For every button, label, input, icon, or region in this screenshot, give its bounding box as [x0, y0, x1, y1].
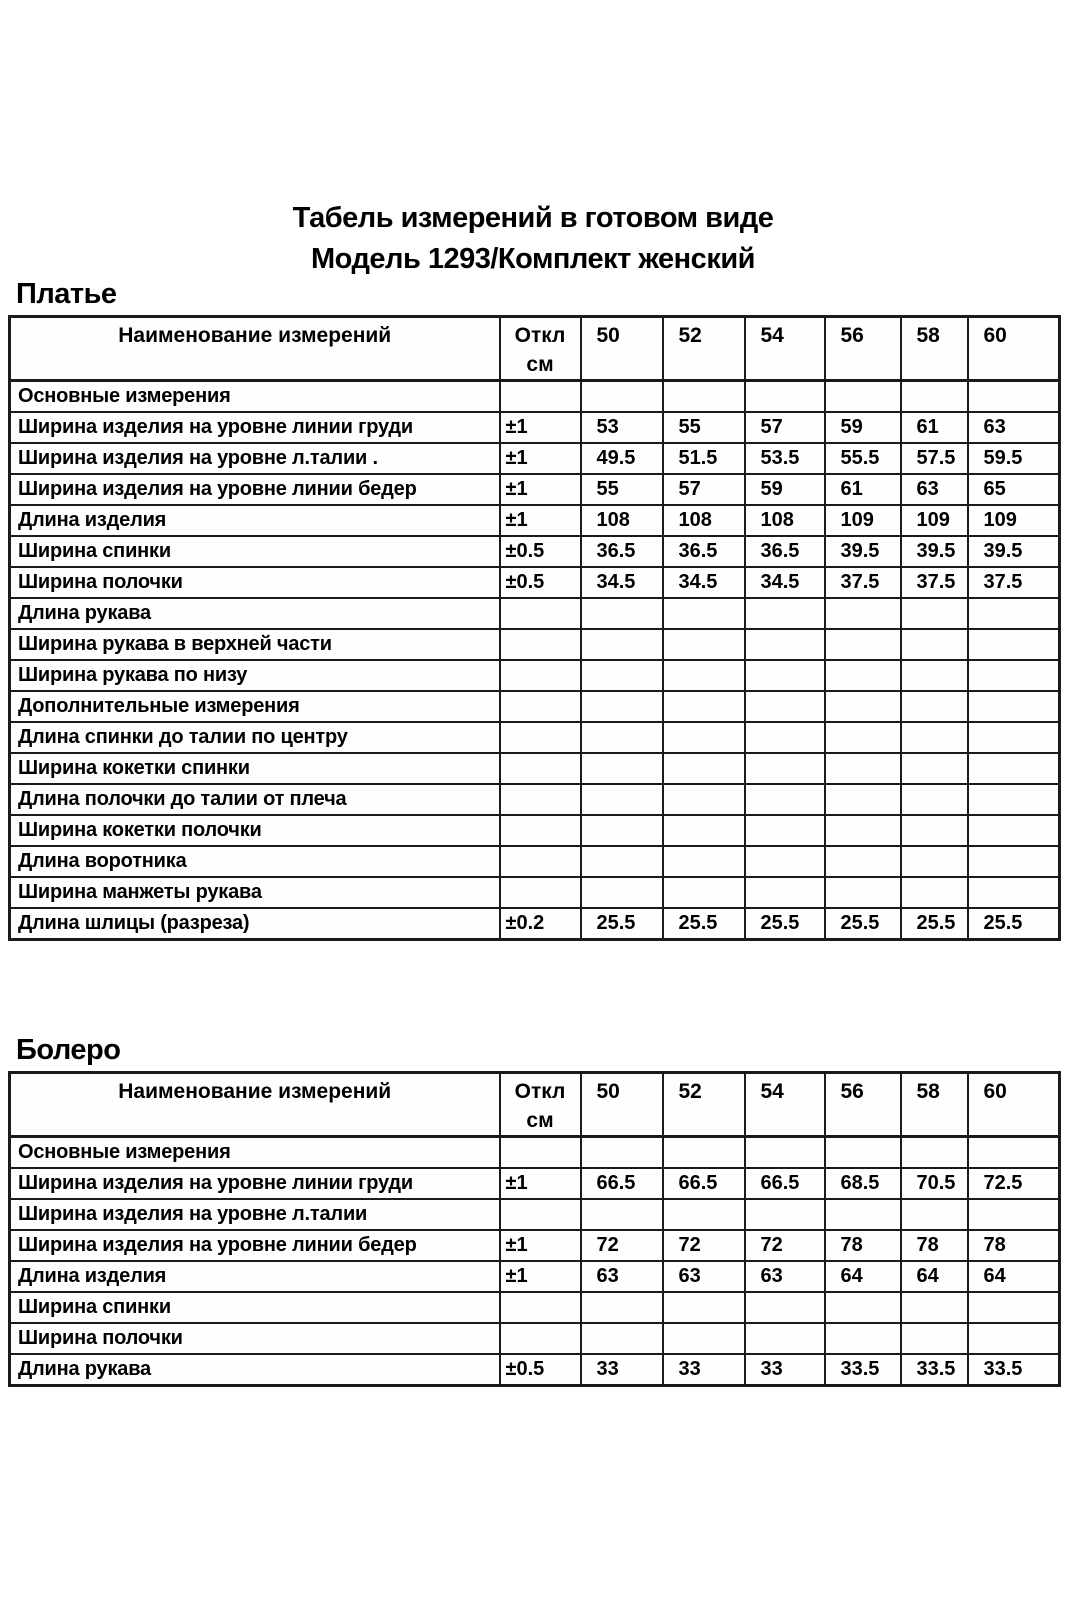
- value-cell: [581, 815, 663, 846]
- table-row: [10, 412, 1060, 443]
- table-row: [10, 1137, 1060, 1169]
- value-cell: [581, 1292, 663, 1323]
- tolerance-cell: ±1: [500, 505, 581, 536]
- table-row: [10, 846, 1060, 877]
- value-cell: [745, 660, 825, 691]
- value-cell: [968, 1292, 1060, 1323]
- value-cell: 63: [745, 1261, 825, 1292]
- tolerance-cell: [500, 784, 581, 815]
- value-cell: 57: [745, 412, 825, 443]
- tolerance-cell: ±1: [500, 474, 581, 505]
- row-name-cell: Ширина кокетки спинки: [10, 753, 500, 784]
- value-cell: 108: [663, 505, 745, 536]
- value-cell: 66.5: [745, 1168, 825, 1199]
- tolerance-cell: [500, 629, 581, 660]
- tolerance-cell: [500, 1137, 581, 1169]
- table-header-row: [10, 1073, 1060, 1137]
- value-cell: [663, 1199, 745, 1230]
- value-cell: [581, 1323, 663, 1354]
- value-cell: 70.5: [901, 1168, 968, 1199]
- measurement-table: [8, 1071, 1061, 1387]
- table-header-row: [10, 317, 1060, 381]
- value-cell: [901, 815, 968, 846]
- tolerance-header-line2: см: [526, 1109, 554, 1132]
- value-cell: [581, 753, 663, 784]
- size-header-cell: 52: [663, 317, 745, 381]
- value-cell: [901, 784, 968, 815]
- value-cell: 55: [663, 412, 745, 443]
- value-cell: 63: [581, 1261, 663, 1292]
- row-name-cell: Ширина изделия на уровне л.талии .: [10, 443, 500, 474]
- value-cell: 59.5: [968, 443, 1060, 474]
- value-cell: 55.5: [825, 443, 901, 474]
- value-cell: [825, 598, 901, 629]
- value-cell: 108: [581, 505, 663, 536]
- row-name-cell: Длина рукава: [10, 598, 500, 629]
- row-name-cell: Длина изделия: [10, 505, 500, 536]
- value-cell: [968, 381, 1060, 413]
- tolerance-cell: [500, 1292, 581, 1323]
- value-cell: 109: [825, 505, 901, 536]
- tolerance-cell: [500, 877, 581, 908]
- value-cell: 51.5: [663, 443, 745, 474]
- value-cell: [825, 660, 901, 691]
- row-name-cell: Ширина кокетки полочки: [10, 815, 500, 846]
- document-title-line1: Табель измерений в готовом виде: [292, 202, 774, 234]
- row-name-cell: Ширина манжеты рукава: [10, 877, 500, 908]
- table-row: [10, 381, 1060, 413]
- row-name-cell: Ширина полочки: [10, 567, 500, 598]
- table-row: [10, 722, 1060, 753]
- value-cell: [825, 1137, 901, 1169]
- table-row: [10, 1230, 1060, 1261]
- value-cell: [968, 846, 1060, 877]
- tolerance-cell: ±1: [500, 443, 581, 474]
- value-cell: [825, 381, 901, 413]
- value-cell: [968, 660, 1060, 691]
- tolerance-cell: ±1: [500, 1261, 581, 1292]
- value-cell: [745, 753, 825, 784]
- size-header-cell: 58: [901, 317, 968, 381]
- tolerance-cell: [500, 381, 581, 413]
- row-name-cell: Длина воротника: [10, 846, 500, 877]
- table-row: [10, 567, 1060, 598]
- tolerance-cell: ±0.5: [500, 567, 581, 598]
- value-cell: 78: [825, 1230, 901, 1261]
- row-name-cell: Дополнительные измерения: [10, 691, 500, 722]
- row-name-cell: Ширина изделия на уровне линии груди: [10, 412, 500, 443]
- row-name-cell: Длина шлицы (разреза): [10, 908, 500, 940]
- value-cell: [901, 691, 968, 722]
- value-cell: [901, 877, 968, 908]
- value-cell: [901, 660, 968, 691]
- value-cell: 33.5: [901, 1354, 968, 1386]
- tolerance-cell: ±1: [500, 1168, 581, 1199]
- value-cell: 59: [825, 412, 901, 443]
- row-name-cell: Длина рукава: [10, 1354, 500, 1386]
- value-cell: 37.5: [968, 567, 1060, 598]
- document-title-line2: Модель 1293/Комплект женский: [311, 243, 755, 275]
- value-cell: 61: [825, 474, 901, 505]
- value-cell: 109: [968, 505, 1060, 536]
- size-header-cell: 50: [581, 317, 663, 381]
- value-cell: [581, 660, 663, 691]
- size-header-cell: 58: [901, 1073, 968, 1137]
- value-cell: 64: [968, 1261, 1060, 1292]
- value-cell: 72: [581, 1230, 663, 1261]
- tolerance-header-line1: Откл: [514, 1080, 566, 1103]
- section-title: Болеро: [16, 1034, 121, 1066]
- row-name-cell: Основные измерения: [10, 381, 500, 413]
- row-name-cell: Длина изделия: [10, 1261, 500, 1292]
- value-cell: 33.5: [825, 1354, 901, 1386]
- value-cell: [968, 629, 1060, 660]
- value-cell: [968, 691, 1060, 722]
- value-cell: 55: [581, 474, 663, 505]
- table-row: [10, 1292, 1060, 1323]
- value-cell: [581, 381, 663, 413]
- value-cell: 53: [581, 412, 663, 443]
- section-title: Платье: [16, 278, 117, 310]
- tolerance-header-line1: Откл: [514, 324, 566, 347]
- value-cell: 68.5: [825, 1168, 901, 1199]
- value-cell: [581, 877, 663, 908]
- value-cell: [745, 815, 825, 846]
- value-cell: [581, 722, 663, 753]
- value-cell: [663, 660, 745, 691]
- size-header-cell: 54: [745, 1073, 825, 1137]
- value-cell: 63: [663, 1261, 745, 1292]
- value-cell: [745, 877, 825, 908]
- value-cell: 36.5: [663, 536, 745, 567]
- value-cell: [968, 1199, 1060, 1230]
- table-row: [10, 1354, 1060, 1386]
- size-header-cell: 60: [968, 1073, 1060, 1137]
- value-cell: [901, 846, 968, 877]
- value-cell: 49.5: [581, 443, 663, 474]
- row-name-cell: Длина спинки до талии по центру: [10, 722, 500, 753]
- table-row: [10, 815, 1060, 846]
- value-cell: [901, 753, 968, 784]
- value-cell: [745, 784, 825, 815]
- table-row: [10, 877, 1060, 908]
- table-row: [10, 753, 1060, 784]
- value-cell: 64: [901, 1261, 968, 1292]
- value-cell: 72: [745, 1230, 825, 1261]
- value-cell: [745, 691, 825, 722]
- value-cell: 37.5: [825, 567, 901, 598]
- tolerance-cell: ±1: [500, 412, 581, 443]
- tolerance-cell: ±0.5: [500, 536, 581, 567]
- value-cell: 25.5: [663, 908, 745, 940]
- tolerance-cell: [500, 815, 581, 846]
- value-cell: [745, 629, 825, 660]
- value-cell: 72.5: [968, 1168, 1060, 1199]
- row-name-cell: Ширина спинки: [10, 536, 500, 567]
- value-cell: [745, 381, 825, 413]
- table-row: [10, 660, 1060, 691]
- value-cell: [901, 598, 968, 629]
- tolerance-cell: [500, 753, 581, 784]
- value-cell: 25.5: [901, 908, 968, 940]
- size-header-cell: 52: [663, 1073, 745, 1137]
- value-cell: 66.5: [581, 1168, 663, 1199]
- measurement-table: [8, 315, 1061, 941]
- value-cell: 59: [745, 474, 825, 505]
- value-cell: [745, 598, 825, 629]
- tolerance-header-cell: [500, 1073, 581, 1137]
- value-cell: [581, 629, 663, 660]
- size-header-cell: 50: [581, 1073, 663, 1137]
- tolerance-cell: ±0.2: [500, 908, 581, 940]
- value-cell: 25.5: [581, 908, 663, 940]
- size-header-cell: 56: [825, 317, 901, 381]
- value-cell: [825, 629, 901, 660]
- value-cell: [825, 784, 901, 815]
- value-cell: [968, 1323, 1060, 1354]
- row-name-cell: Основные измерения: [10, 1137, 500, 1169]
- tolerance-cell: [500, 660, 581, 691]
- value-cell: 34.5: [581, 567, 663, 598]
- value-cell: [825, 753, 901, 784]
- value-cell: 57: [663, 474, 745, 505]
- value-cell: [745, 846, 825, 877]
- value-cell: [825, 877, 901, 908]
- table-row: [10, 598, 1060, 629]
- value-cell: [581, 1137, 663, 1169]
- value-cell: 63: [901, 474, 968, 505]
- value-cell: [663, 722, 745, 753]
- value-cell: 25.5: [745, 908, 825, 940]
- value-cell: [581, 598, 663, 629]
- value-cell: [825, 1199, 901, 1230]
- value-cell: 37.5: [901, 567, 968, 598]
- row-name-cell: Ширина изделия на уровне линии бедер: [10, 1230, 500, 1261]
- value-cell: [825, 815, 901, 846]
- value-cell: [663, 1292, 745, 1323]
- row-name-cell: Ширина рукава по низу: [10, 660, 500, 691]
- row-name-cell: Длина полочки до талии от плеча: [10, 784, 500, 815]
- value-cell: [663, 877, 745, 908]
- value-cell: [901, 1137, 968, 1169]
- value-cell: [581, 1199, 663, 1230]
- tolerance-header-cell: [500, 317, 581, 381]
- value-cell: [663, 815, 745, 846]
- value-cell: [663, 846, 745, 877]
- table-row: [10, 629, 1060, 660]
- value-cell: [663, 598, 745, 629]
- value-cell: 64: [825, 1261, 901, 1292]
- value-cell: [901, 381, 968, 413]
- value-cell: [581, 784, 663, 815]
- table-row: [10, 1168, 1060, 1199]
- row-name-cell: Ширина рукава в верхней части: [10, 629, 500, 660]
- value-cell: 33: [663, 1354, 745, 1386]
- row-name-cell: Ширина изделия на уровне линии бедер: [10, 474, 500, 505]
- value-cell: [968, 784, 1060, 815]
- size-header-cell: 56: [825, 1073, 901, 1137]
- table-row: [10, 505, 1060, 536]
- row-name-cell: Ширина изделия на уровне л.талии: [10, 1199, 500, 1230]
- value-cell: [968, 722, 1060, 753]
- table-row: [10, 1323, 1060, 1354]
- value-cell: 108: [745, 505, 825, 536]
- table-row: [10, 1199, 1060, 1230]
- value-cell: [663, 629, 745, 660]
- tolerance-cell: ±1: [500, 1230, 581, 1261]
- value-cell: 25.5: [825, 908, 901, 940]
- value-cell: 39.5: [968, 536, 1060, 567]
- value-cell: [581, 691, 663, 722]
- table-row: [10, 443, 1060, 474]
- value-cell: [968, 598, 1060, 629]
- value-cell: [745, 722, 825, 753]
- size-header-cell: 54: [745, 317, 825, 381]
- size-header-cell: 60: [968, 317, 1060, 381]
- tolerance-cell: [500, 722, 581, 753]
- name-header-cell: Наименование измерений: [10, 1073, 500, 1137]
- value-cell: 78: [901, 1230, 968, 1261]
- value-cell: [825, 1323, 901, 1354]
- value-cell: 34.5: [745, 567, 825, 598]
- value-cell: 65: [968, 474, 1060, 505]
- row-name-cell: Ширина спинки: [10, 1292, 500, 1323]
- tolerance-cell: [500, 691, 581, 722]
- value-cell: [663, 1137, 745, 1169]
- value-cell: 33.5: [968, 1354, 1060, 1386]
- value-cell: [825, 691, 901, 722]
- value-cell: 57.5: [901, 443, 968, 474]
- document-title: [0, 198, 1066, 280]
- value-cell: [825, 1292, 901, 1323]
- value-cell: [745, 1137, 825, 1169]
- row-name-cell: Ширина полочки: [10, 1323, 500, 1354]
- table-row: [10, 1261, 1060, 1292]
- value-cell: [745, 1292, 825, 1323]
- value-cell: 78: [968, 1230, 1060, 1261]
- value-cell: [968, 1137, 1060, 1169]
- value-cell: 63: [968, 412, 1060, 443]
- value-cell: [663, 381, 745, 413]
- value-cell: 61: [901, 412, 968, 443]
- value-cell: 72: [663, 1230, 745, 1261]
- tolerance-cell: [500, 1323, 581, 1354]
- row-name-cell: Ширина изделия на уровне линии груди: [10, 1168, 500, 1199]
- value-cell: [968, 753, 1060, 784]
- section-bolero: [8, 1034, 1061, 1387]
- tolerance-cell: [500, 846, 581, 877]
- value-cell: 36.5: [581, 536, 663, 567]
- value-cell: [901, 1199, 968, 1230]
- tolerance-header-line2: см: [526, 353, 554, 376]
- value-cell: [663, 691, 745, 722]
- value-cell: [581, 846, 663, 877]
- value-cell: [663, 753, 745, 784]
- value-cell: [901, 722, 968, 753]
- value-cell: [968, 877, 1060, 908]
- value-cell: 34.5: [663, 567, 745, 598]
- tolerance-cell: [500, 1199, 581, 1230]
- value-cell: 33: [745, 1354, 825, 1386]
- value-cell: [968, 815, 1060, 846]
- value-cell: [745, 1323, 825, 1354]
- value-cell: 66.5: [663, 1168, 745, 1199]
- value-cell: 109: [901, 505, 968, 536]
- value-cell: 33: [581, 1354, 663, 1386]
- tolerance-cell: ±0.5: [500, 1354, 581, 1386]
- value-cell: [901, 1323, 968, 1354]
- table-row: [10, 908, 1060, 940]
- value-cell: [901, 1292, 968, 1323]
- table-row: [10, 536, 1060, 567]
- tolerance-cell: [500, 598, 581, 629]
- table-row: [10, 474, 1060, 505]
- value-cell: 39.5: [901, 536, 968, 567]
- value-cell: [663, 784, 745, 815]
- value-cell: [901, 629, 968, 660]
- name-header-cell: Наименование измерений: [10, 317, 500, 381]
- table-row: [10, 784, 1060, 815]
- value-cell: [825, 722, 901, 753]
- value-cell: 53.5: [745, 443, 825, 474]
- value-cell: [825, 846, 901, 877]
- value-cell: 36.5: [745, 536, 825, 567]
- value-cell: 25.5: [968, 908, 1060, 940]
- table-row: [10, 691, 1060, 722]
- value-cell: [663, 1323, 745, 1354]
- value-cell: 39.5: [825, 536, 901, 567]
- section-dress: [8, 278, 1061, 941]
- value-cell: [745, 1199, 825, 1230]
